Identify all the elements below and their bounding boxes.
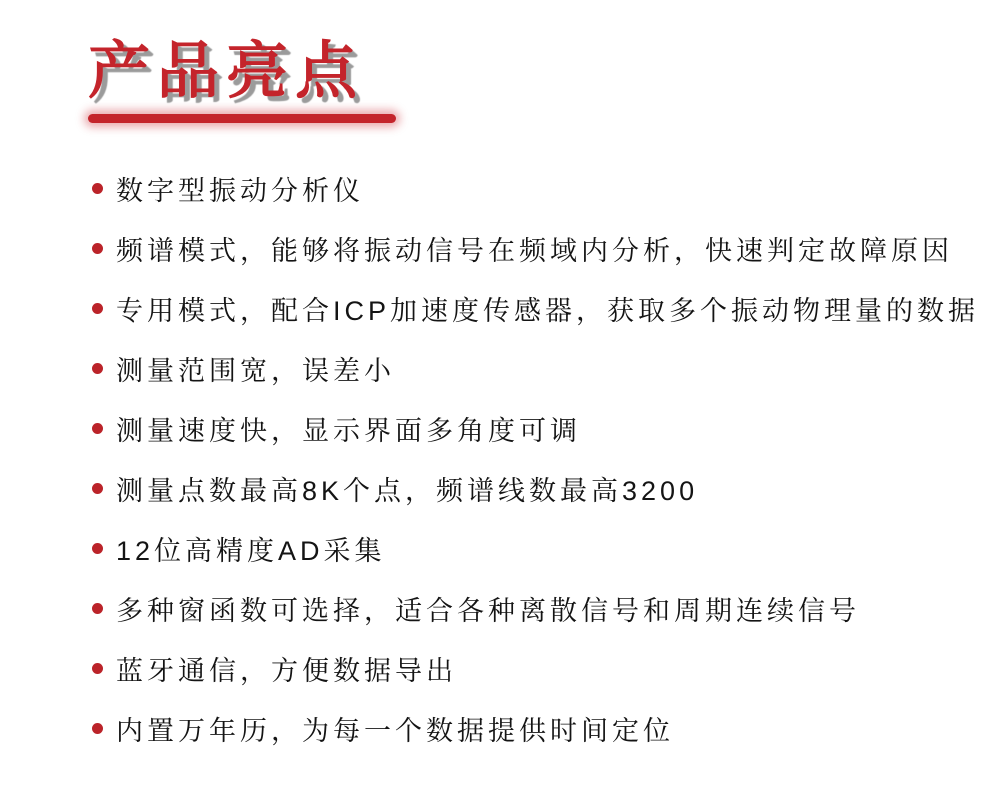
bullet-icon (92, 483, 103, 494)
list-item (92, 458, 972, 518)
bullet-icon (92, 303, 103, 314)
bullet-icon (92, 423, 103, 434)
list-item-text: 测量范围宽，误差小 (116, 355, 395, 386)
list-item (92, 578, 972, 638)
list-item-text: 测量点数最高8K个点，频谱线数最高3200 (116, 475, 699, 506)
list-item-text: 多种窗函数可选择，适合各种离散信号和周期连续信号 (116, 595, 860, 626)
list-item-text: 数字型振动分析仪 (116, 175, 364, 206)
list-item-text: 12位高精度AD采集 (116, 535, 386, 566)
list-item-text: 内置万年历，为每一个数据提供时间定位 (116, 715, 674, 746)
list-item-text: 专用模式，配合ICP加速度传感器，获取多个振动物理量的数据 (116, 295, 980, 326)
list-item (92, 218, 972, 278)
list-item-text: 频谱模式，能够将振动信号在频域内分析，快速判定故障原因 (116, 235, 953, 266)
list-item (92, 398, 972, 458)
bullet-icon (92, 183, 103, 194)
page-title: 产品亮点 (88, 37, 365, 106)
list-item (92, 638, 972, 698)
list-item (92, 158, 972, 218)
list-item (92, 338, 972, 398)
bullet-icon (92, 243, 103, 254)
bullet-icon (92, 363, 103, 374)
bullet-icon (92, 723, 103, 734)
list-item (92, 518, 972, 578)
bullet-icon (92, 603, 103, 614)
highlights-list (92, 158, 980, 758)
title-underline (88, 114, 396, 123)
bullet-icon (92, 663, 103, 674)
bullet-icon (92, 543, 103, 554)
header (88, 38, 396, 123)
list-item (92, 278, 980, 338)
list-item-text: 测量速度快，显示界面多角度可调 (116, 415, 581, 446)
list-item-text: 蓝牙通信，方便数据导出 (116, 655, 457, 686)
list-item (92, 698, 972, 758)
